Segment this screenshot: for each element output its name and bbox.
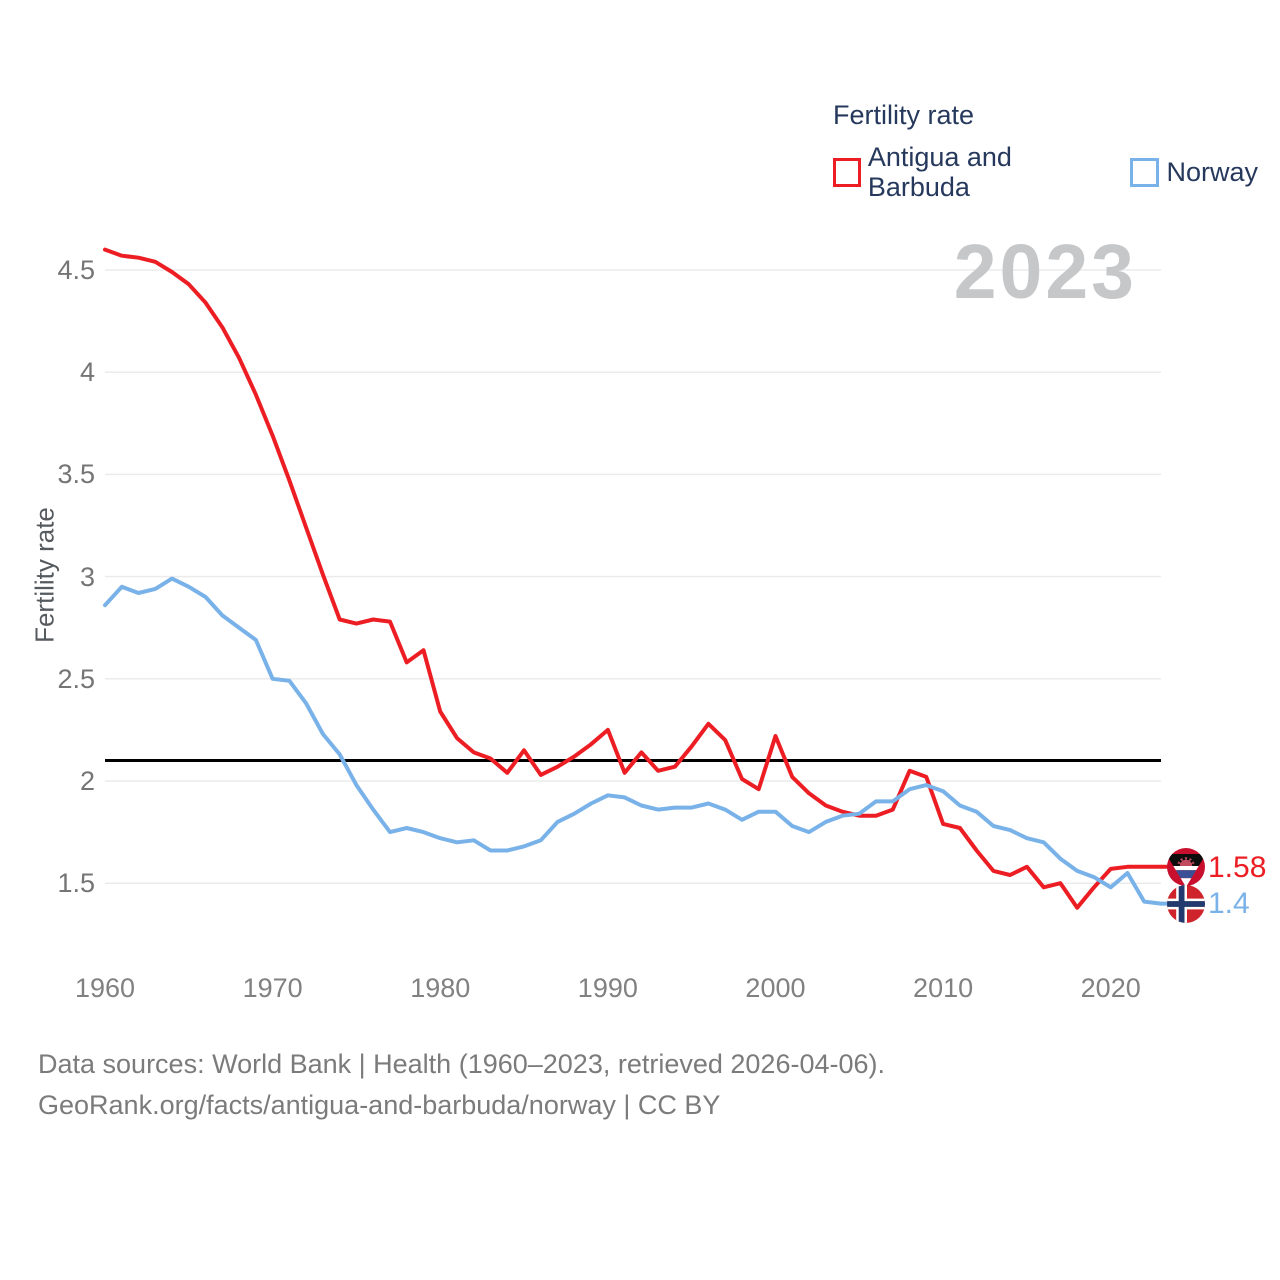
legend-swatch-norway-icon: [1130, 158, 1159, 187]
y-tick-label: 3.5: [57, 459, 95, 490]
year-watermark: 2023: [953, 229, 1137, 315]
x-tick-label: 2020: [1080, 973, 1141, 1003]
footer-attribution-link[interactable]: GeoRank.org/facts/antigua-and-barbuda/norway | CC BY: [38, 1090, 721, 1120]
x-tick-label: 1970: [242, 973, 303, 1003]
end-value-antigua-and-barbuda: 1.58: [1208, 851, 1267, 884]
footer-sources-line: Data sources: World Bank | Health (1960–2023, retrieved 2026-04-06).: [38, 1049, 885, 1079]
y-tick-label: 4.5: [57, 255, 95, 285]
legend-swatch-antigua-icon: [833, 158, 861, 187]
legend-label: Norway: [1166, 157, 1258, 187]
chart-legend: [833, 100, 1280, 202]
y-tick-label: 2.5: [57, 663, 95, 694]
x-tick-label: 1990: [577, 973, 638, 1003]
x-tick-label: 1980: [410, 973, 471, 1003]
legend-row: [833, 142, 1280, 202]
y-axis-title: Fertility rate: [29, 507, 60, 643]
data-sources-footer: [38, 1044, 885, 1126]
x-tick-label: 2000: [745, 973, 806, 1003]
series-line-norway[interactable]: [105, 579, 1161, 904]
legend-item-antigua-and-barbuda[interactable]: [833, 142, 1108, 202]
x-tick-label: 1960: [74, 973, 136, 1003]
legend-title: Fertility rate: [833, 100, 975, 130]
legend-item-norway[interactable]: [1130, 157, 1258, 187]
x-tick-label: 2010: [913, 973, 974, 1003]
y-tick-label: 3: [79, 561, 95, 592]
norway-flag-icon: [1166, 884, 1206, 924]
y-tick-label: 1.5: [57, 868, 95, 899]
legend-label: Antigua and Barbuda: [867, 142, 1012, 202]
y-tick-label: 2: [79, 766, 95, 796]
end-value-norway: 1.4: [1208, 887, 1250, 920]
series-line-antigua-and-barbuda[interactable]: [105, 250, 1161, 908]
y-tick-label: 4: [79, 357, 95, 388]
antigua-and-barbuda-flag-icon: [1166, 847, 1206, 887]
